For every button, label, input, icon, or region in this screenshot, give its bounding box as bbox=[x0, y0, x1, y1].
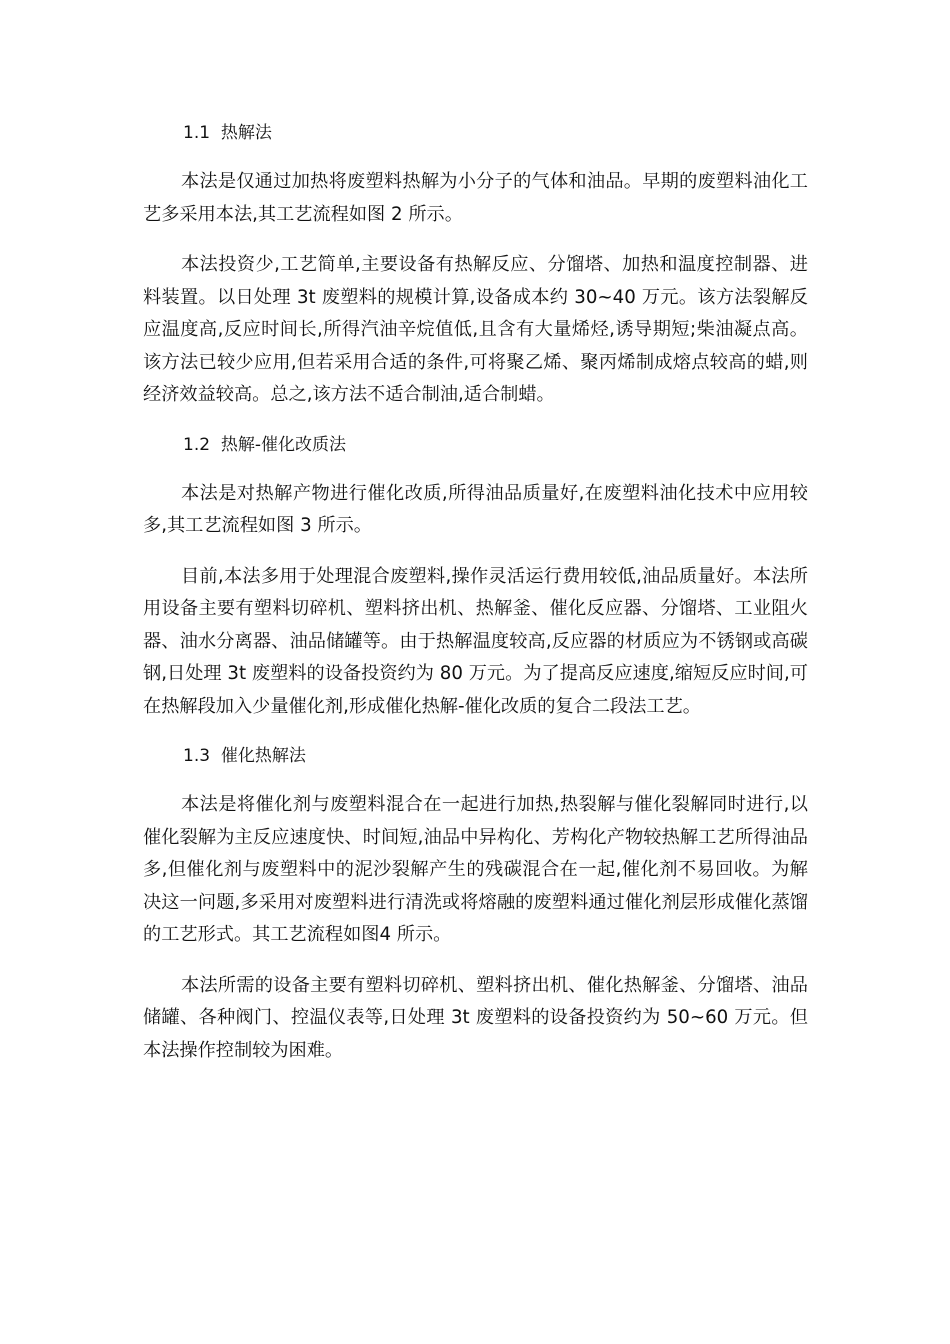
section-heading-1-3: 1.3 催化热解法 bbox=[183, 746, 306, 766]
paragraph: 本法是仅通过加热将废塑料热解为小分子的气体和油品。早期的废塑料油化工艺多采用本法,其工艺流程如图 2 所示。 bbox=[143, 171, 808, 225]
document-body bbox=[143, 118, 808, 1067]
paragraph: 本法投资少,工艺简单,主要设备有热解反应、分馏塔、加热和温度控制器、进料装置。以日处理 3t 废塑料的规模计算,设备成本约 30~40 万元。该方法裂解反应温度高,反应时间长,所得汽油辛烷值低,且含有大量烯烃,诱导期短;柴油凝点高。该方法已较少应用,但若采用合适的条件,可将聚乙烯、聚丙烯制成熔点较高的蜡,则经济效益较高。总之,该方法不适合制油,适合制蜡。 bbox=[143, 254, 808, 405]
section-heading-1-1: 1.1 热解法 bbox=[183, 123, 272, 143]
paragraph: 本法是将催化剂与废塑料混合在一起进行加热,热裂解与催化裂解同时进行,以催化裂解为主反应速度快、时间短,油品中异构化、芳构化产物较热解工艺所得油品多,但催化剂与废塑料中的泥沙裂解产生的残碳混合在一起,催化剂不易回收。为解决这一问题,多采用对废塑料进行清洗或将熔融的废塑料通过催化剂层形成催化蒸馏的工艺形式。其工艺流程如图4 所示。 bbox=[143, 794, 808, 945]
paragraph: 本法是对热解产物进行催化改质,所得油品质量好,在废塑料油化技术中应用较多,其工艺流程如图 3 所示。 bbox=[143, 482, 808, 536]
section-heading-1-2: 1.2 热解-催化改质法 bbox=[183, 434, 346, 455]
paragraph: 目前,本法多用于处理混合废塑料,操作灵活运行费用较低,油品质量好。本法所用设备主要有塑料切碎机、塑料挤出机、热解釜、催化反应器、分馏塔、工业阻火器、油水分离器、油品储罐等。由于热解温度较高,反应器的材质应为不锈钢或高碳钢,日处理 3t 废塑料的设备投资约为 80 万元。为了提高反应速度,缩短反应时间,可在热解段加入少量催化剂,形成催化热解-催化改质的复合二段法工艺。 bbox=[143, 565, 808, 717]
paragraph: 本法所需的设备主要有塑料切碎机、塑料挤出机、催化热解釜、分馏塔、油品储罐、各种阀门、控温仪表等,日处理 3t 废塑料的设备投资约为 50~60 万元。但本法操作控制较为困难。 bbox=[143, 974, 808, 1061]
